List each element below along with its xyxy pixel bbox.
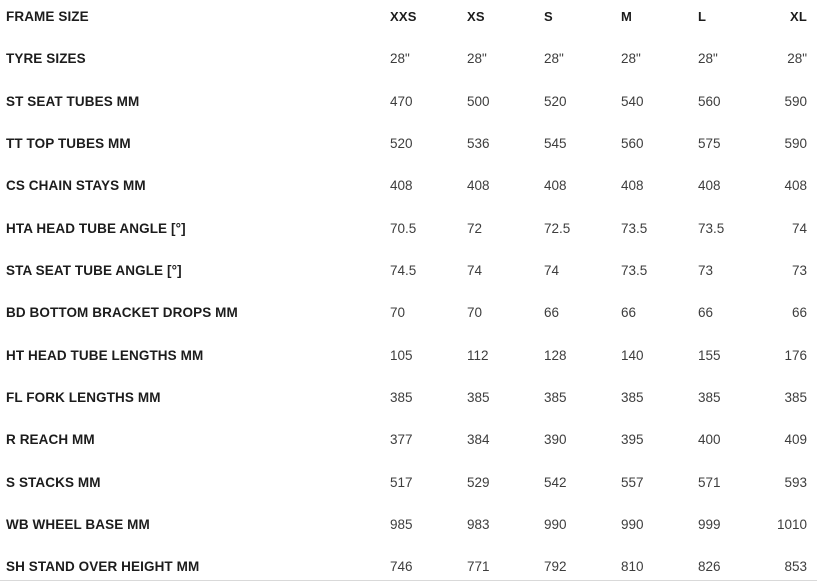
table-header-row <box>0 0 817 38</box>
value-cell-m: 540 <box>621 93 644 109</box>
table-bottom-divider <box>0 580 817 581</box>
row-label: HTA HEAD TUBE ANGLE [°] <box>6 220 186 236</box>
value-cell-s: 128 <box>544 347 567 363</box>
table-row <box>0 122 817 164</box>
table-row <box>0 249 817 291</box>
value-cell-m: 66 <box>621 305 637 321</box>
value-cell-xxs: 28" <box>390 51 410 67</box>
value-cell-xl: 385 <box>784 390 807 406</box>
table-row <box>0 292 817 334</box>
value-cell-xxs: 105 <box>390 347 413 363</box>
value-cell-xs: 771 <box>467 559 490 575</box>
value-cell-xxs: 385 <box>390 390 413 406</box>
value-cell-xl: 74 <box>791 220 807 236</box>
header-size-xl: XL <box>789 8 807 24</box>
value-cell-l: 400 <box>698 432 721 448</box>
row-label: S STACKS MM <box>6 474 101 490</box>
value-cell-s: 990 <box>544 517 567 533</box>
value-cell-xl: 66 <box>791 305 807 321</box>
table-row <box>0 165 817 207</box>
value-cell-m: 395 <box>621 432 644 448</box>
value-cell-xs: 74 <box>467 263 483 279</box>
value-cell-xl: 590 <box>784 93 807 109</box>
value-cell-m: 73.5 <box>621 220 648 236</box>
value-cell-xxs: 70 <box>390 305 406 321</box>
value-cell-xl: 73 <box>791 263 807 279</box>
value-cell-xl: 408 <box>784 178 807 194</box>
table-row <box>0 419 817 461</box>
value-cell-l: 66 <box>698 305 714 321</box>
row-label: HT HEAD TUBE LENGTHS MM <box>6 347 204 363</box>
value-cell-xs: 536 <box>467 136 490 152</box>
value-cell-m: 990 <box>621 517 644 533</box>
value-cell-m: 408 <box>621 178 644 194</box>
value-cell-l: 28" <box>698 51 718 67</box>
value-cell-xxs: 520 <box>390 136 413 152</box>
value-cell-l: 73.5 <box>698 220 725 236</box>
value-cell-m: 140 <box>621 347 644 363</box>
value-cell-xs: 72 <box>467 220 483 236</box>
value-cell-xs: 408 <box>467 178 490 194</box>
value-cell-m: 557 <box>621 474 644 490</box>
value-cell-xs: 384 <box>467 432 490 448</box>
value-cell-xs: 983 <box>467 517 490 533</box>
value-cell-l: 560 <box>698 93 721 109</box>
value-cell-l: 571 <box>698 474 721 490</box>
value-cell-s: 545 <box>544 136 567 152</box>
value-cell-xxs: 377 <box>390 432 413 448</box>
table-row <box>0 546 817 582</box>
value-cell-xs: 500 <box>467 93 490 109</box>
value-cell-s: 28" <box>544 51 564 67</box>
row-label: FL FORK LENGTHS MM <box>6 390 161 406</box>
value-cell-xl: 590 <box>784 136 807 152</box>
row-label: ST SEAT TUBES MM <box>6 93 140 109</box>
value-cell-s: 74 <box>544 263 560 279</box>
row-label: CS CHAIN STAYS MM <box>6 178 146 194</box>
value-cell-s: 520 <box>544 93 567 109</box>
row-label: BD BOTTOM BRACKET DROPS MM <box>6 305 238 321</box>
value-cell-s: 408 <box>544 178 567 194</box>
table-row <box>0 334 817 376</box>
value-cell-xs: 112 <box>467 347 489 363</box>
row-label: TT TOP TUBES MM <box>6 136 131 152</box>
table-row <box>0 207 817 249</box>
value-cell-m: 28" <box>621 51 641 67</box>
value-cell-xs: 28" <box>467 51 487 67</box>
header-frame-size-label: FRAME SIZE <box>6 8 89 24</box>
value-cell-xxs: 70.5 <box>390 220 417 236</box>
value-cell-l: 575 <box>698 136 721 152</box>
row-label: R REACH MM <box>6 432 95 448</box>
table-row <box>0 376 817 418</box>
value-cell-l: 826 <box>698 559 721 575</box>
value-cell-l: 73 <box>698 263 714 279</box>
header-size-m: M <box>621 8 633 24</box>
value-cell-xs: 529 <box>467 474 490 490</box>
value-cell-xxs: 746 <box>390 559 413 575</box>
value-cell-s: 792 <box>544 559 567 575</box>
value-cell-s: 385 <box>544 390 567 406</box>
value-cell-xs: 70 <box>467 305 483 321</box>
table-row <box>0 80 817 122</box>
value-cell-xl: 409 <box>784 432 807 448</box>
value-cell-s: 542 <box>544 474 567 490</box>
value-cell-s: 72.5 <box>544 220 571 236</box>
value-cell-xxs: 408 <box>390 178 413 194</box>
value-cell-xl: 853 <box>784 559 807 575</box>
value-cell-xs: 385 <box>467 390 490 406</box>
value-cell-l: 385 <box>698 390 721 406</box>
value-cell-xxs: 985 <box>390 517 413 533</box>
table-row <box>0 503 817 545</box>
row-label: WB WHEEL BASE MM <box>6 517 150 533</box>
value-cell-s: 390 <box>544 432 567 448</box>
header-size-xs: XS <box>467 8 485 24</box>
header-size-l: L <box>698 8 707 24</box>
value-cell-m: 810 <box>621 559 644 575</box>
value-cell-l: 155 <box>698 347 721 363</box>
value-cell-m: 73.5 <box>621 263 648 279</box>
value-cell-xl: 176 <box>784 347 807 363</box>
value-cell-l: 408 <box>698 178 721 194</box>
header-size-s: S <box>544 8 553 24</box>
table-row <box>0 461 817 503</box>
row-label: TYRE SIZES <box>6 51 86 67</box>
value-cell-l: 999 <box>698 517 721 533</box>
value-cell-xl: 28" <box>787 51 807 67</box>
table-row <box>0 38 817 80</box>
value-cell-m: 560 <box>621 136 644 152</box>
value-cell-xxs: 74.5 <box>390 263 417 279</box>
value-cell-m: 385 <box>621 390 644 406</box>
value-cell-xl: 1010 <box>776 517 807 533</box>
row-label: SH STAND OVER HEIGHT MM <box>6 559 200 575</box>
value-cell-xxs: 517 <box>390 474 413 490</box>
value-cell-s: 66 <box>544 305 560 321</box>
header-size-xxs: XXS <box>390 8 417 24</box>
value-cell-xxs: 470 <box>390 93 413 109</box>
value-cell-xl: 593 <box>784 474 807 490</box>
row-label: STA SEAT TUBE ANGLE [°] <box>6 263 182 279</box>
